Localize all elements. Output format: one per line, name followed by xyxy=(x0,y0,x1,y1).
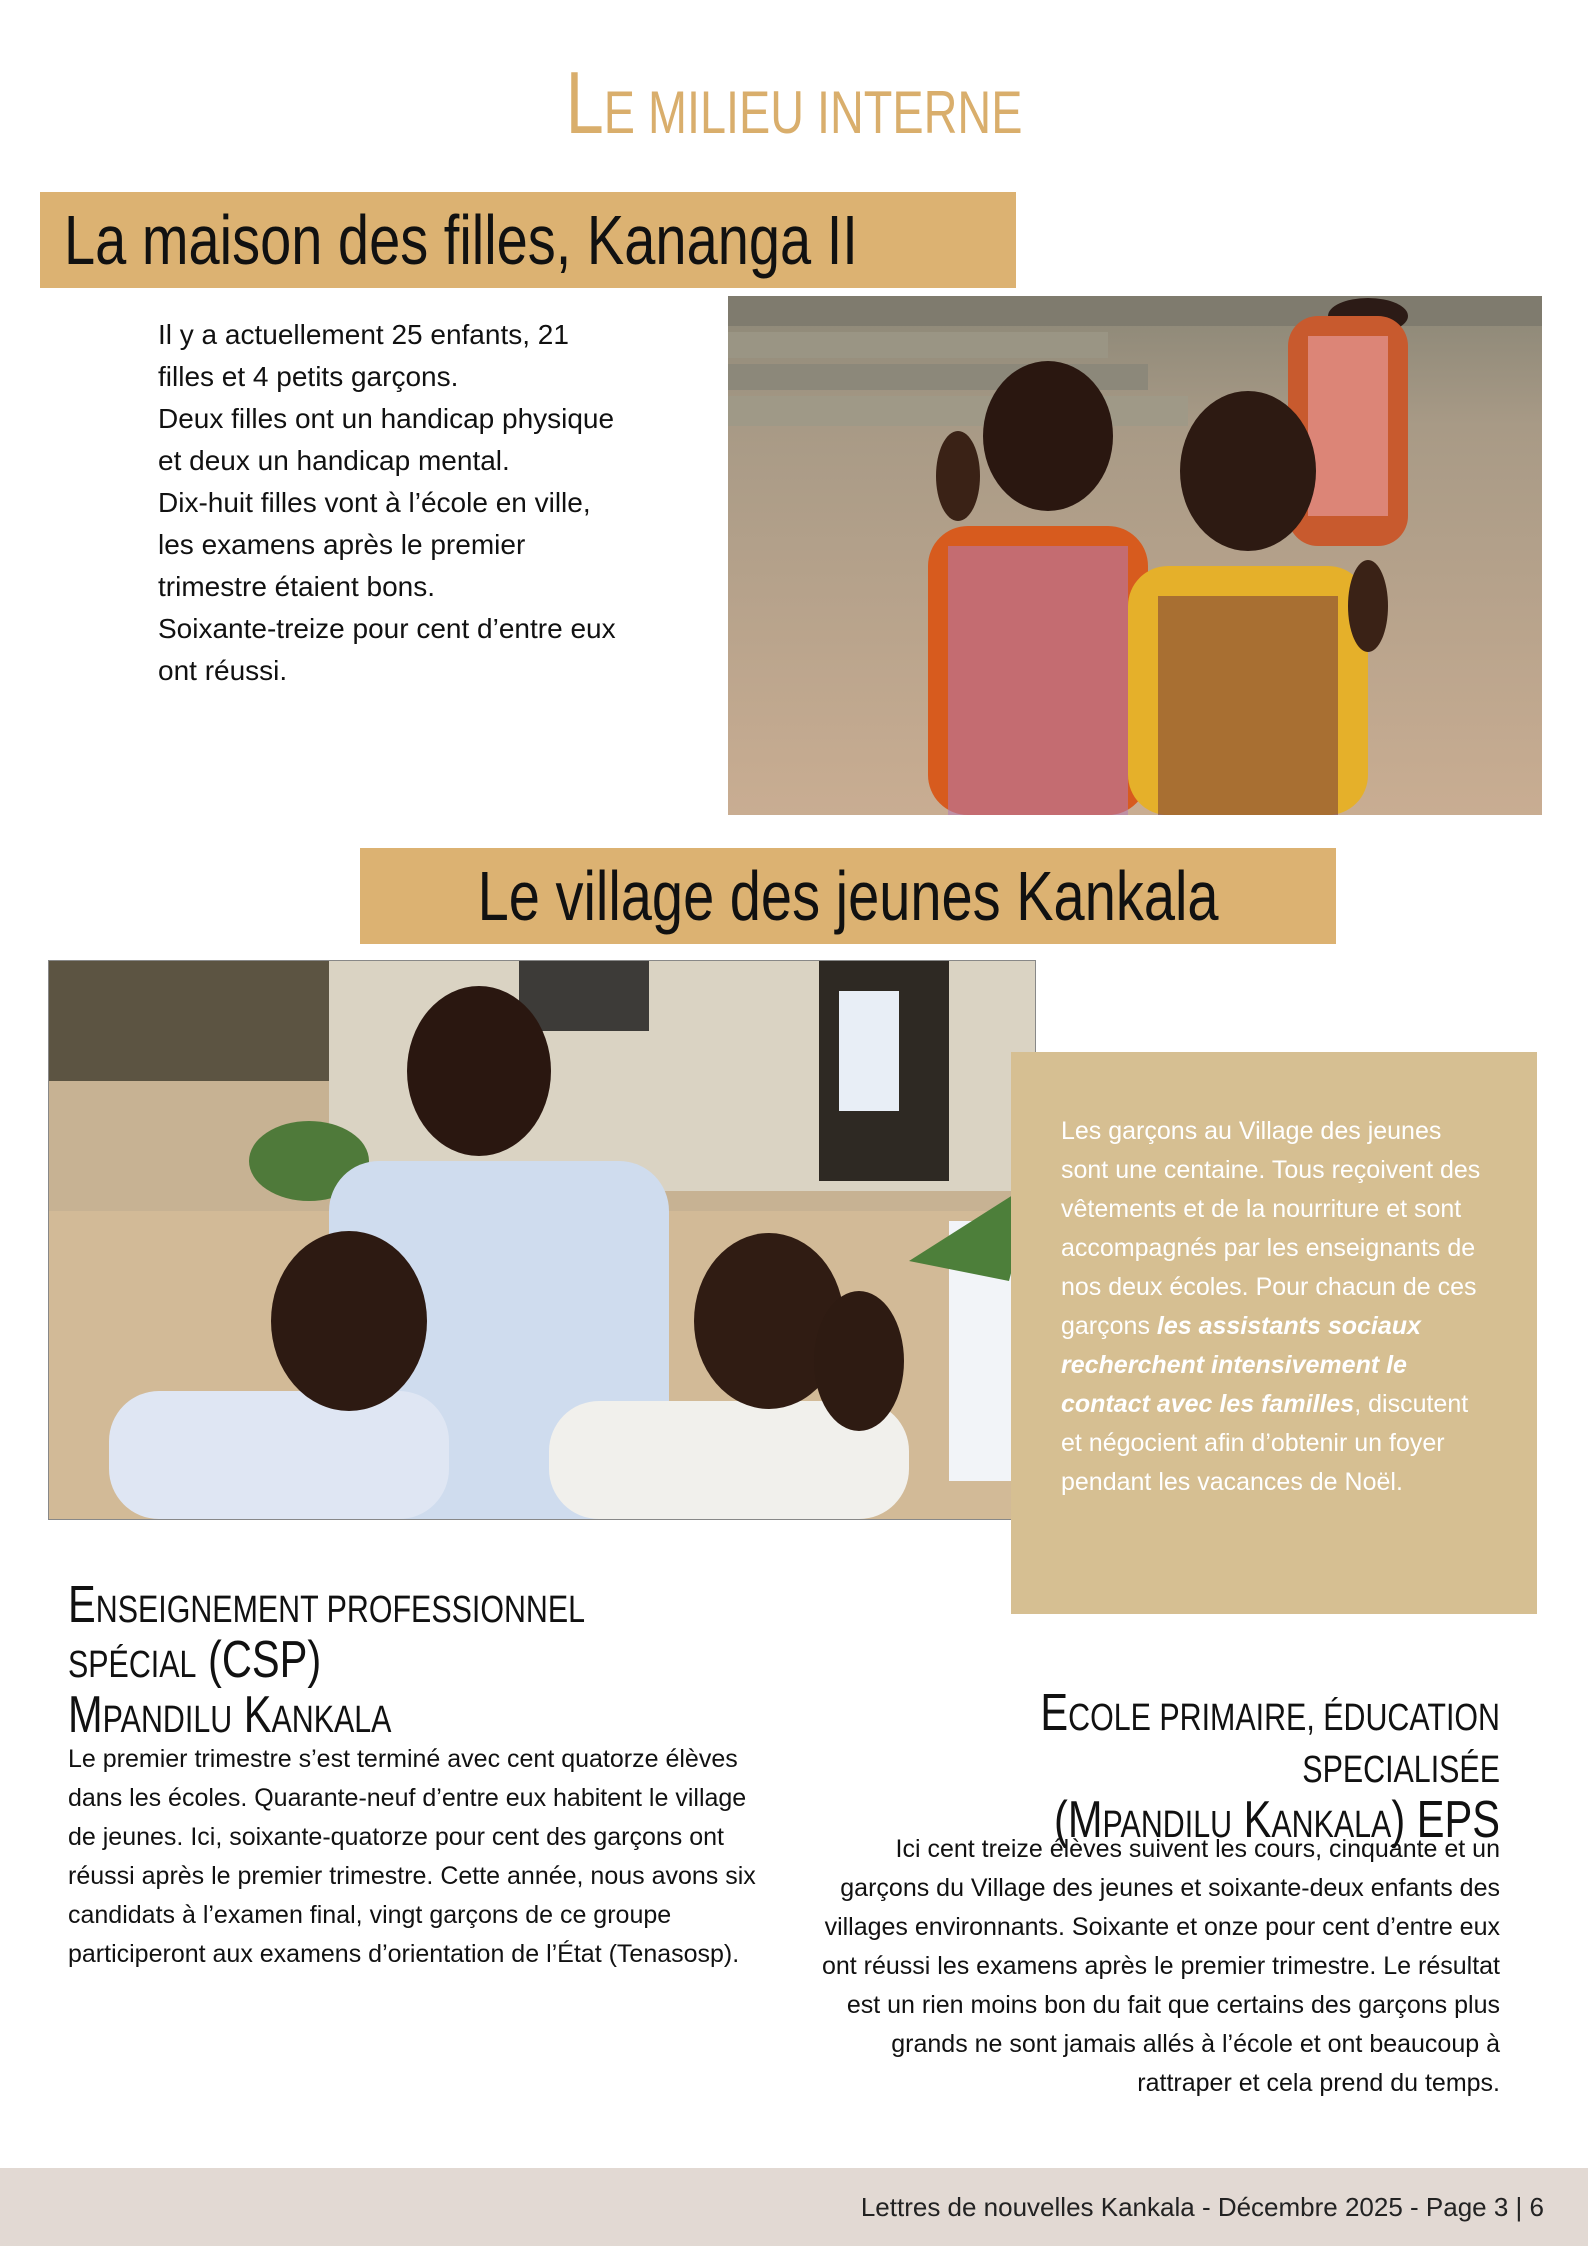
footer-text: Lettres de nouvelles Kankala - Décembre 2025 - Page 3 | 6 xyxy=(860,2191,1544,2222)
eps-heading-text: ANKALA xyxy=(1271,1804,1392,1846)
photo-boys-group xyxy=(48,960,1036,1520)
banner-maison-des-filles xyxy=(40,192,1016,288)
eps-heading-code: ) EPS xyxy=(1391,1791,1500,1849)
side-box-text-bold: les assistants sociaux recherchent intensivement le contact avec les familles xyxy=(1061,1312,1421,1418)
csp-heading-text: PANDILU xyxy=(102,1699,233,1741)
eps-heading-cap: E xyxy=(1040,1684,1069,1742)
intro-paragraph: Il y a actuellement 25 enfants, 21 filles et 4 petits garçons. xyxy=(158,319,569,392)
eps-heading-cap: K xyxy=(1232,1791,1272,1849)
photo-boys-group-image xyxy=(49,961,1035,1519)
intro-text-block xyxy=(158,314,628,692)
photo-girls-posing xyxy=(728,296,1542,815)
intro-paragraph: Soixante-treize pour cent d’entre eux ont réussi. xyxy=(158,613,616,686)
page-footer xyxy=(0,2168,1588,2246)
banner-maison-des-filles-text: La maison des filles, Kananga II xyxy=(64,201,858,279)
photo-girls-posing-image xyxy=(728,296,1542,815)
eps-heading xyxy=(1017,1684,1500,1850)
csp-heading-cap: K xyxy=(232,1686,272,1744)
page-title-rest: E MILIEU INTERNE xyxy=(603,79,1023,146)
eps-heading-cap: (M xyxy=(1054,1791,1103,1849)
banner-village-des-jeunes-text: Le village des jeunes Kankala xyxy=(477,857,1219,935)
intro-paragraph: Dix-huit filles vont à l’école en ville, les examens après le premier trimestre étaient bons. xyxy=(158,487,591,602)
csp-heading-text: ANKALA xyxy=(271,1699,392,1741)
intro-paragraph: Deux filles ont un handicap physique et deux un handicap mental. xyxy=(158,403,615,476)
csp-text: Le premier trimestre s’est terminé avec cent quatorze élèves dans les écoles. Quarante-neuf d’entre eux habitent le village de jeunes. Ici, soixante-quatorze pour cent des garçons ont réussi après le premier trimestre. Cette année, nous avons six candidats à l’examen final, vingt garçons de ce groupe participeront aux examens d’orientation de l’État (Tenasosp). xyxy=(68,1745,756,1968)
side-box-text-2: , discutent et négocient afin d’obtenir un foyer pendant les vacances de Noël. xyxy=(1061,1390,1469,1496)
csp-heading-text: NSEIGNEMENT PROFESSIONNEL SPÉCIAL xyxy=(68,1589,584,1686)
eps-heading-text: PANDILU xyxy=(1102,1804,1233,1846)
page-title xyxy=(175,52,1414,154)
csp-heading-cap: E xyxy=(68,1576,96,1634)
csp-heading-code: (CSP) xyxy=(196,1631,322,1689)
eps-heading-text: COLE PRIMAIRE, ÉDUCATION SPECIALISÉE xyxy=(1068,1697,1500,1791)
eps-text: Ici cent treize élèves suivent les cours, cinquante et un garçons du Village des jeunes et soixante-deux enfants des villages environnants. Soixante et onze pour cent d’entre eux ont réussi les examens après le premier trimestre. Le résultat est un rien moins bon du fait que certains des garçons plus grands ne sont jamais allés à l’école et ont beaucoup à rattraper et cela prend du temps. xyxy=(821,1835,1500,2097)
side-box-village xyxy=(1011,1052,1537,1614)
page-title-initial: L xyxy=(565,53,604,152)
csp-heading xyxy=(68,1576,644,1745)
csp-heading-cap: M xyxy=(68,1686,103,1744)
banner-village-des-jeunes xyxy=(360,848,1336,944)
side-box-text-1: Les garçons au Village des jeunes sont une centaine. Tous reçoivent des vêtements et de la nourriture et sont accompagnés par les enseignants de nos deux écoles. Pour chacun de ces garçons xyxy=(1061,1117,1481,1340)
